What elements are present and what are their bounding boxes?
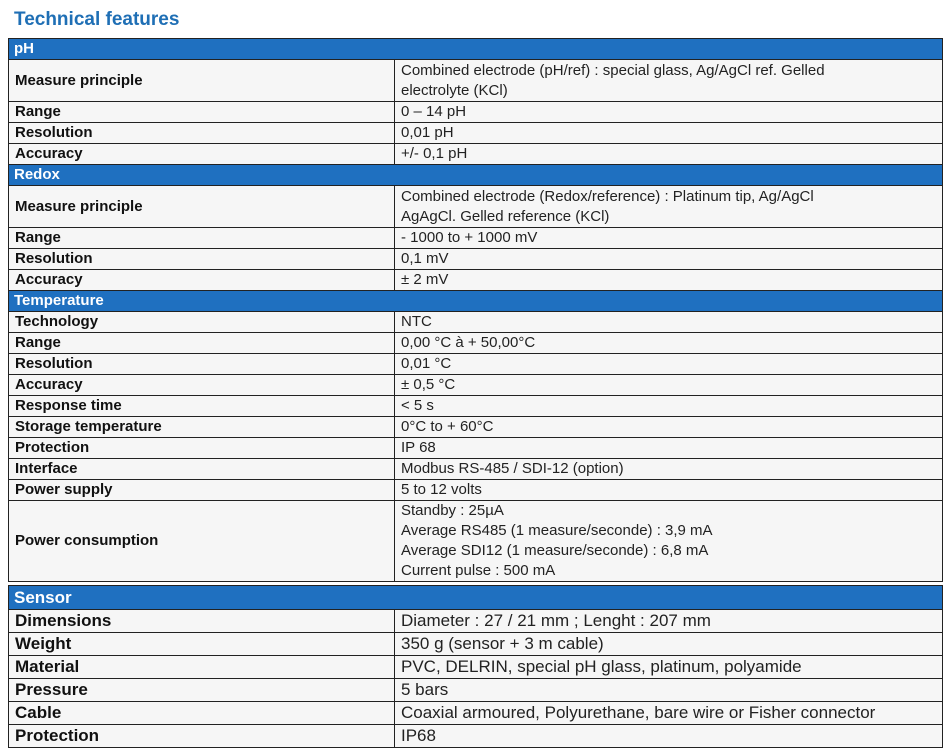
row-value: 0 – 14 pH bbox=[395, 102, 943, 123]
row-label: Resolution bbox=[9, 249, 395, 270]
row-value: 0,1 mV bbox=[395, 249, 943, 270]
table-row bbox=[9, 333, 943, 354]
section-title: Sensor bbox=[9, 586, 943, 610]
row-label: Cable bbox=[9, 702, 395, 725]
table-row bbox=[9, 144, 943, 165]
table-row bbox=[9, 102, 943, 123]
value-line: Average SDI12 (1 measure/seconde) : 6,8 mA bbox=[401, 542, 709, 559]
table-row bbox=[9, 633, 943, 656]
value-line: electrolyte (KCl) bbox=[401, 81, 508, 99]
row-label: Accuracy bbox=[9, 270, 395, 291]
value-line: Combined electrode (pH/ref) : special glass, Ag/AgCl ref. Gelled bbox=[401, 61, 825, 79]
table-row bbox=[9, 459, 943, 480]
row-value: PVC, DELRIN, special pH glass, platinum, polyamide bbox=[395, 656, 943, 679]
row-label: Response time bbox=[9, 396, 395, 417]
row-label: Range bbox=[9, 333, 395, 354]
section-header-temperature bbox=[9, 291, 943, 312]
row-value: IP68 bbox=[395, 725, 943, 748]
table-row bbox=[9, 123, 943, 144]
row-value: Diameter : 27 / 21 mm ; Lenght : 207 mm bbox=[395, 610, 943, 633]
row-label: Dimensions bbox=[9, 610, 395, 633]
table-row bbox=[9, 679, 943, 702]
row-label: Technology bbox=[9, 312, 395, 333]
table-row bbox=[9, 312, 943, 333]
table-row bbox=[9, 702, 943, 725]
row-label: Range bbox=[9, 228, 395, 249]
section-title: Temperature bbox=[9, 291, 943, 312]
table-row bbox=[9, 228, 943, 249]
row-label: Measure principle bbox=[9, 186, 395, 228]
row-value: NTC bbox=[395, 312, 943, 333]
value-line: AgAgCl. Gelled reference (KCl) bbox=[401, 207, 610, 225]
row-label: Power consumption bbox=[9, 501, 395, 582]
table-row bbox=[9, 610, 943, 633]
row-label: Interface bbox=[9, 459, 395, 480]
section-title: Redox bbox=[9, 165, 943, 186]
row-value: ± 2 mV bbox=[395, 270, 943, 291]
row-value: 0,00 °C à + 50,00°C bbox=[395, 333, 943, 354]
table-row bbox=[9, 656, 943, 679]
table-row bbox=[9, 480, 943, 501]
row-value: IP 68 bbox=[395, 438, 943, 459]
row-value: 0,01 °C bbox=[395, 354, 943, 375]
row-value bbox=[395, 501, 943, 582]
row-label: Accuracy bbox=[9, 375, 395, 396]
row-value: 5 to 12 volts bbox=[395, 480, 943, 501]
row-label: Resolution bbox=[9, 123, 395, 144]
table-row bbox=[9, 186, 943, 228]
section-header-ph bbox=[9, 39, 943, 60]
row-value: < 5 s bbox=[395, 396, 943, 417]
row-label: Resolution bbox=[9, 354, 395, 375]
row-label: Measure principle bbox=[9, 60, 395, 102]
table-row bbox=[9, 354, 943, 375]
table-row bbox=[9, 60, 943, 102]
row-value: 0,01 pH bbox=[395, 123, 943, 144]
table-row bbox=[9, 438, 943, 459]
row-label: Protection bbox=[9, 725, 395, 748]
section-header-sensor bbox=[9, 586, 943, 610]
row-label: Weight bbox=[9, 633, 395, 656]
table-row bbox=[9, 270, 943, 291]
table-row bbox=[9, 249, 943, 270]
section-header-redox bbox=[9, 165, 943, 186]
row-value: Modbus RS-485 / SDI-12 (option) bbox=[395, 459, 943, 480]
row-value: 350 g (sensor + 3 m cable) bbox=[395, 633, 943, 656]
sensor-table bbox=[8, 585, 943, 748]
table-row bbox=[9, 417, 943, 438]
row-value: +/- 0,1 pH bbox=[395, 144, 943, 165]
row-label: Protection bbox=[9, 438, 395, 459]
row-label: Storage temperature bbox=[9, 417, 395, 438]
table-row bbox=[9, 501, 943, 582]
table-row bbox=[9, 725, 943, 748]
row-value bbox=[395, 60, 943, 102]
value-line: Combined electrode (Redox/reference) : Platinum tip, Ag/AgCl bbox=[401, 187, 814, 205]
row-value: 5 bars bbox=[395, 679, 943, 702]
row-label: Range bbox=[9, 102, 395, 123]
row-value: - 1000 to + 1000 mV bbox=[395, 228, 943, 249]
technical-features-table bbox=[8, 38, 943, 582]
row-value bbox=[395, 186, 943, 228]
page-title: Technical features bbox=[14, 9, 180, 30]
row-value: ± 0,5 °C bbox=[395, 375, 943, 396]
table-row bbox=[9, 375, 943, 396]
row-value: Coaxial armoured, Polyurethane, bare wire or Fisher connector bbox=[395, 702, 943, 725]
row-label: Material bbox=[9, 656, 395, 679]
value-line: Standby : 25µA bbox=[401, 502, 504, 519]
section-title: pH bbox=[9, 39, 943, 60]
row-value: 0°C to + 60°C bbox=[395, 417, 943, 438]
row-label: Pressure bbox=[9, 679, 395, 702]
row-label: Power supply bbox=[9, 480, 395, 501]
table-row bbox=[9, 396, 943, 417]
row-label: Accuracy bbox=[9, 144, 395, 165]
value-line: Current pulse : 500 mA bbox=[401, 562, 556, 579]
value-line: Average RS485 (1 measure/seconde) : 3,9 mA bbox=[401, 522, 713, 539]
